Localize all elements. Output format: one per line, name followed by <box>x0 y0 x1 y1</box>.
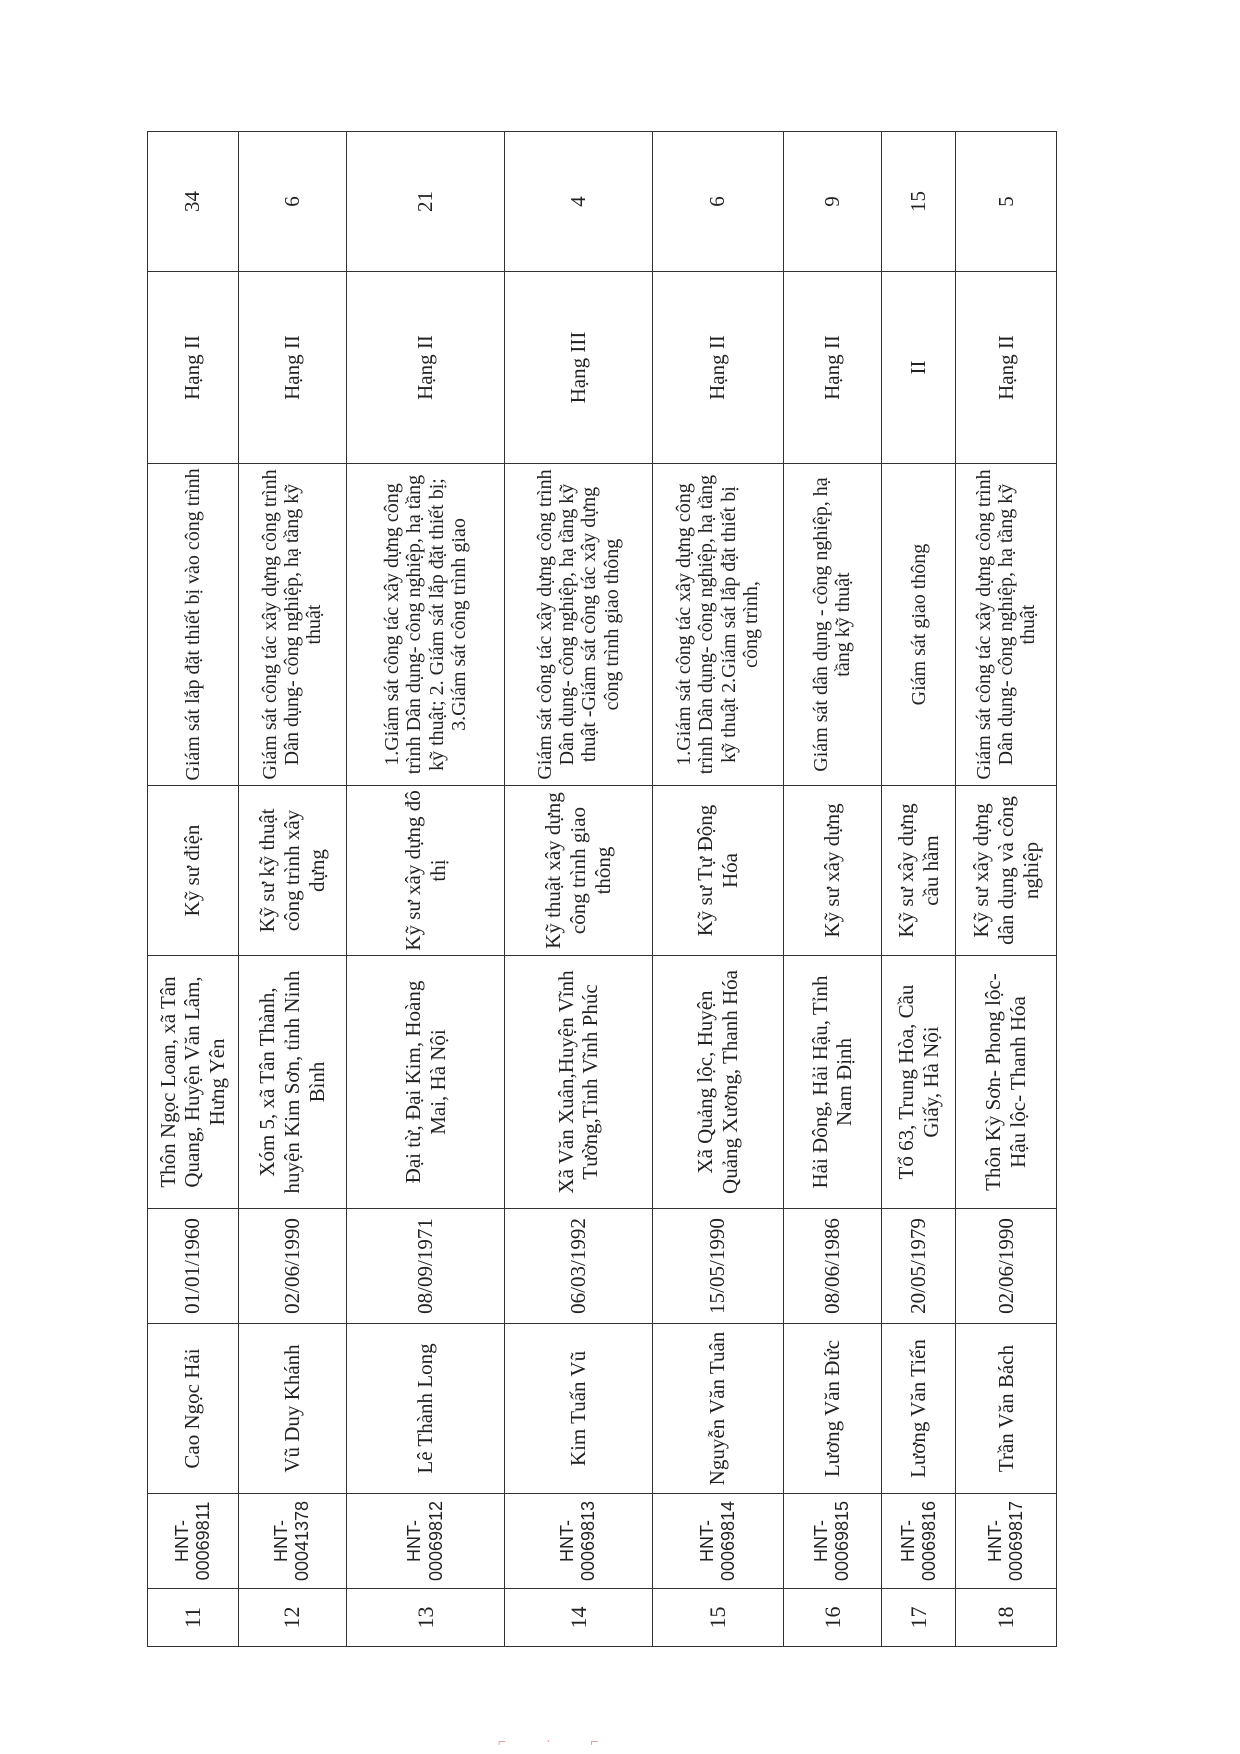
certificate-code-cell: HNT-00069814 <box>652 1494 783 1589</box>
date-of-birth-cell: 08/06/1986 <box>783 1209 881 1324</box>
row-number-cell: 15 <box>652 1589 783 1647</box>
degree-cell: Kỹ sư xây dựng <box>783 786 881 956</box>
personnel-table <box>147 131 1057 1647</box>
address-cell: Xã Văn Xuân,Huyện Vĩnh Tường,Tỉnh Vĩnh Phúc <box>505 956 652 1209</box>
rank-cell: II <box>882 272 956 464</box>
address-cell: Xóm 5, xã Tân Thành, huyện Kim Sơn, tỉnh Ninh Bình <box>238 956 346 1209</box>
date-of-birth-cell: 02/06/1990 <box>956 1209 1057 1324</box>
rank-cell: Hạng III <box>505 272 652 464</box>
years-experience-cell: 9 <box>783 132 881 272</box>
degree-cell: Kỹ sư kỹ thuật công trình xây dựng <box>238 786 346 956</box>
row-number-cell: 11 <box>148 1589 239 1647</box>
degree-cell: Kỹ sư điện <box>148 786 239 956</box>
years-experience-cell: 34 <box>148 132 239 272</box>
certificate-code-cell: HNT-00069816 <box>882 1494 956 1589</box>
years-experience-cell: 6 <box>652 132 783 272</box>
date-of-birth-cell: 02/06/1990 <box>238 1209 346 1324</box>
table-body <box>148 132 1057 1647</box>
supervision-scope-cell: Giám sát công tác xây dựng công trình Dân dụng- công nghiệp, hạ tầng kỹ thuật <box>238 464 346 786</box>
table-row <box>956 132 1057 1647</box>
degree-cell: Kỹ sư xây dựng đô thị <box>346 786 504 956</box>
supervision-scope-cell: Giám sát lắp đặt thiết bị vào công trình <box>148 464 239 786</box>
date-of-birth-cell: 06/03/1992 <box>505 1209 652 1324</box>
table-row <box>652 132 783 1647</box>
certificate-code-cell: HNT-00041378 <box>238 1494 346 1589</box>
row-number-cell: 17 <box>882 1589 956 1647</box>
row-number-cell: 13 <box>346 1589 504 1647</box>
certificate-code-cell: HNT-00069813 <box>505 1494 652 1589</box>
table-row <box>882 132 956 1647</box>
table-row <box>346 132 504 1647</box>
degree-cell: Kỹ thuật xây dựng công trình giao thông <box>505 786 652 956</box>
degree-cell: Kỹ sư Tự Động Hóa <box>652 786 783 956</box>
date-of-birth-cell: 15/05/1990 <box>652 1209 783 1324</box>
table-frame <box>147 132 1057 1647</box>
supervision-scope-cell: Giám sát công tác xây dựng công trình Dân dụng- công nghiệp, hạ tầng kỹ thuật -Giám sát công tác xây dựng công trình giao thông <box>505 464 652 786</box>
table-row <box>783 132 881 1647</box>
table-row <box>148 132 239 1647</box>
address-cell: Xã Quảng lộc, Huyện Quảng Xương, Thanh Hóa <box>652 956 783 1209</box>
table-row <box>505 132 652 1647</box>
table-row <box>238 132 346 1647</box>
supervision-scope-cell: Giám sát dân dụng - công nghiệp, hạ tầng kỹ thuật <box>783 464 881 786</box>
certificate-code-cell: HNT-00069815 <box>783 1494 881 1589</box>
rank-cell: Hạng II <box>238 272 346 464</box>
bottom-margin-marks: ⌐ ⋅ ⌐ <box>498 1733 617 1749</box>
row-number-cell: 14 <box>505 1589 652 1647</box>
supervision-scope-cell: Giám sát giao thông <box>882 464 956 786</box>
rank-cell: Hạng II <box>652 272 783 464</box>
date-of-birth-cell: 01/01/1960 <box>148 1209 239 1324</box>
rotated-table-container <box>147 132 1057 1647</box>
date-of-birth-cell: 20/05/1979 <box>882 1209 956 1324</box>
row-number-cell: 12 <box>238 1589 346 1647</box>
person-name-cell: Trần Văn Bách <box>956 1324 1057 1494</box>
row-number-cell: 18 <box>956 1589 1057 1647</box>
supervision-scope-cell: 1.Giám sát công tác xây dựng công trình Dân dụng- công nghiệp, hạ tầng kỹ thuật 2.Giám sát lắp đặt thiết bị công trình, <box>652 464 783 786</box>
address-cell: Thôn Ngọc Loan, xã Tân Quang, Huyện Văn Lâm, Hưng Yên <box>148 956 239 1209</box>
years-experience-cell: 4 <box>505 132 652 272</box>
row-number-cell: 16 <box>783 1589 881 1647</box>
certificate-code-cell: HNT-00069817 <box>956 1494 1057 1589</box>
person-name-cell: Lê Thành Long <box>346 1324 504 1494</box>
person-name-cell: Kim Tuấn Vũ <box>505 1324 652 1494</box>
rank-cell: Hạng II <box>783 272 881 464</box>
supervision-scope-cell: Giám sát công tác xây dựng công trình Dân dụng- công nghiệp, hạ tầng kỹ thuật <box>956 464 1057 786</box>
years-experience-cell: 6 <box>238 132 346 272</box>
degree-cell: Kỹ sư xây dựng cầu hầm <box>882 786 956 956</box>
person-name-cell: Nguyễn Văn Tuân <box>652 1324 783 1494</box>
rank-cell: Hạng II <box>956 272 1057 464</box>
years-experience-cell: 21 <box>346 132 504 272</box>
person-name-cell: Lương Văn Tiến <box>882 1324 956 1494</box>
date-of-birth-cell: 08/09/1971 <box>346 1209 504 1324</box>
person-name-cell: Cao Ngọc Hải <box>148 1324 239 1494</box>
years-experience-cell: 5 <box>956 132 1057 272</box>
address-cell: Hải Đông, Hải Hậu, Tỉnh Nam Định <box>783 956 881 1209</box>
rank-cell: Hạng II <box>346 272 504 464</box>
rank-cell: Hạng II <box>148 272 239 464</box>
person-name-cell: Vũ Duy Khánh <box>238 1324 346 1494</box>
degree-cell: Kỹ sư xây dựng dân dụng và công nghiệp <box>956 786 1057 956</box>
certificate-code-cell: HNT-00069812 <box>346 1494 504 1589</box>
supervision-scope-cell: 1.Giám sát công tác xây dựng công trình Dân dụng- công nghiệp, hạ tầng kỹ thuật; 2. Giám sát lắp đặt thiết bị; 3.Giám sát công trình giao <box>346 464 504 786</box>
address-cell: Thôn Kỳ Sơn- Phong lộc- Hậu lộc- Thanh Hóa <box>956 956 1057 1209</box>
person-name-cell: Lương Văn Đức <box>783 1324 881 1494</box>
years-experience-cell: 15 <box>882 132 956 272</box>
address-cell: Tổ 63, Trung Hòa, Cầu Giấy, Hà Nội <box>882 956 956 1209</box>
address-cell: Đại từ, Đại Kim, Hoàng Mai, Hà Nội <box>346 956 504 1209</box>
certificate-code-cell: HNT-00069811 <box>148 1494 239 1589</box>
